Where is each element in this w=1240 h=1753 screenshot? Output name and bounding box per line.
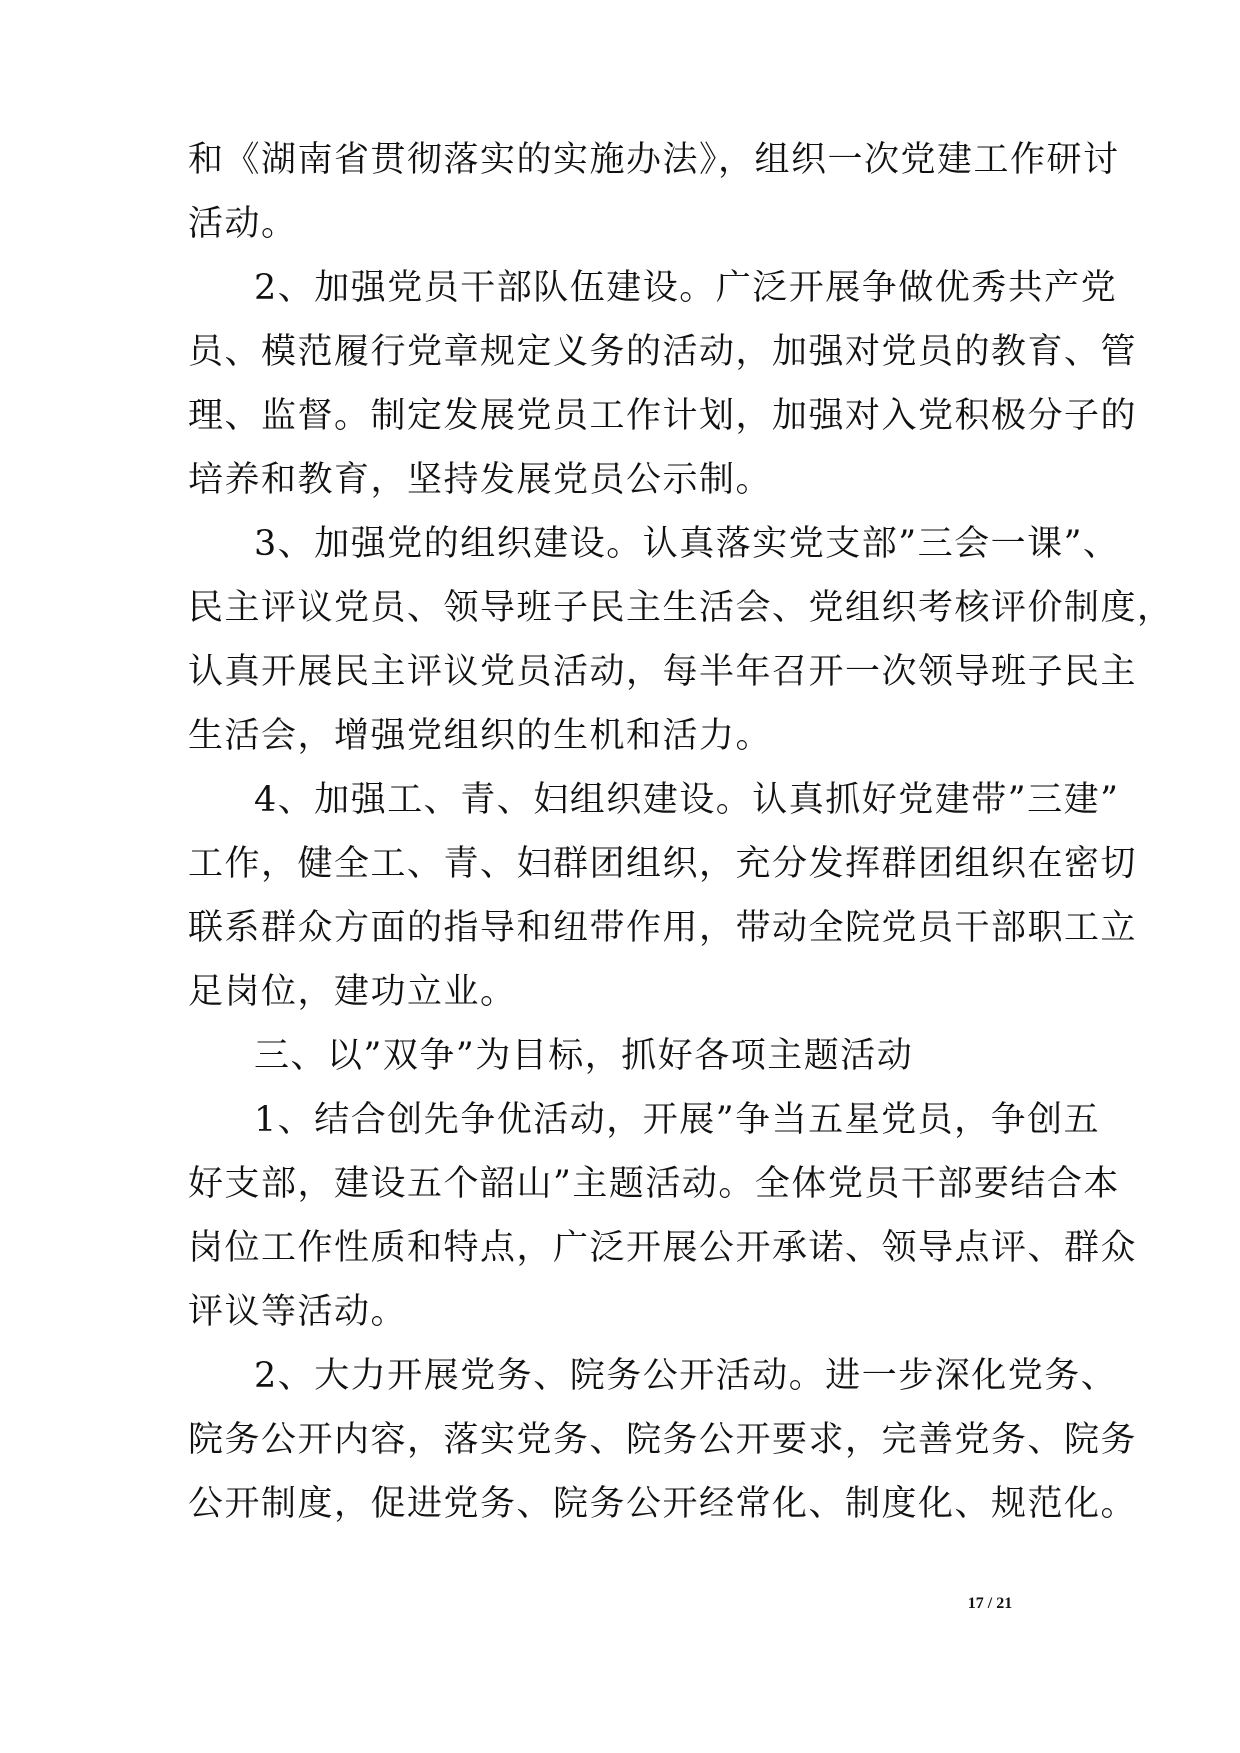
body-line: 工作，健全工、青、妇群团组织，充分发挥群团组织在密切 bbox=[188, 844, 1138, 884]
body-line: 岗位工作性质和特点，广泛开展公开承诺、领导点评、群众 bbox=[188, 1228, 1138, 1268]
body-line: 足岗位，建功立业。 bbox=[188, 972, 517, 1012]
paragraph-start-line: 1、结合创先争优活动，开展”争当五星党员，争创五 bbox=[254, 1100, 1101, 1140]
page-number: 17 / 21 bbox=[967, 1595, 1013, 1612]
body-line: 员、模范履行党章规定义务的活动，加强对党员的教育、管 bbox=[188, 332, 1138, 372]
body-line: 活动。 bbox=[188, 204, 298, 244]
body-line: 认真开展民主评议党员活动，每半年召开一次领导班子民主 bbox=[188, 652, 1138, 692]
body-line: 院务公开内容，落实党务、院务公开要求，完善党务、院务 bbox=[188, 1420, 1138, 1460]
paragraph-start-line: 2、加强党员干部队伍建设。广泛开展争做优秀共产党 bbox=[254, 268, 1118, 308]
paragraph-start-line: 4、加强工、青、妇组织建设。认真抓好党建带”三建” bbox=[254, 780, 1120, 820]
body-line: 评议等活动。 bbox=[188, 1292, 408, 1332]
body-line: 联系群众方面的指导和纽带作用，带动全院党员干部职工立 bbox=[188, 908, 1138, 948]
body-line: 理、监督。制定发展党员工作计划，加强对入党积极分子的 bbox=[188, 396, 1138, 436]
body-line: 生活会，增强党组织的生机和活力。 bbox=[188, 716, 773, 756]
paragraph-start-line: 3、加强党的组织建设。认真落实党支部”三会一课”、 bbox=[254, 524, 1120, 564]
body-line: 公开制度，促进党务、院务公开经常化、制度化、规范化。 bbox=[188, 1484, 1138, 1524]
paragraph-start-line: 2、大力开展党务、院务公开活动。进一步深化党务、 bbox=[254, 1356, 1118, 1396]
body-line: 和《湖南省贯彻落实的实施办法》，组织一次党建工作研讨 bbox=[188, 140, 1120, 180]
body-line: 民主评议党员、领导班子民主生活会、党组织考核评价制度， bbox=[188, 588, 1174, 628]
body-line: 培养和教育，坚持发展党员公示制。 bbox=[188, 460, 773, 500]
section-heading: 三、以”双争”为目标，抓好各项主题活动 bbox=[254, 1036, 914, 1076]
body-line: 好支部，建设五个韶山”主题活动。全体党员干部要结合本 bbox=[188, 1164, 1120, 1204]
